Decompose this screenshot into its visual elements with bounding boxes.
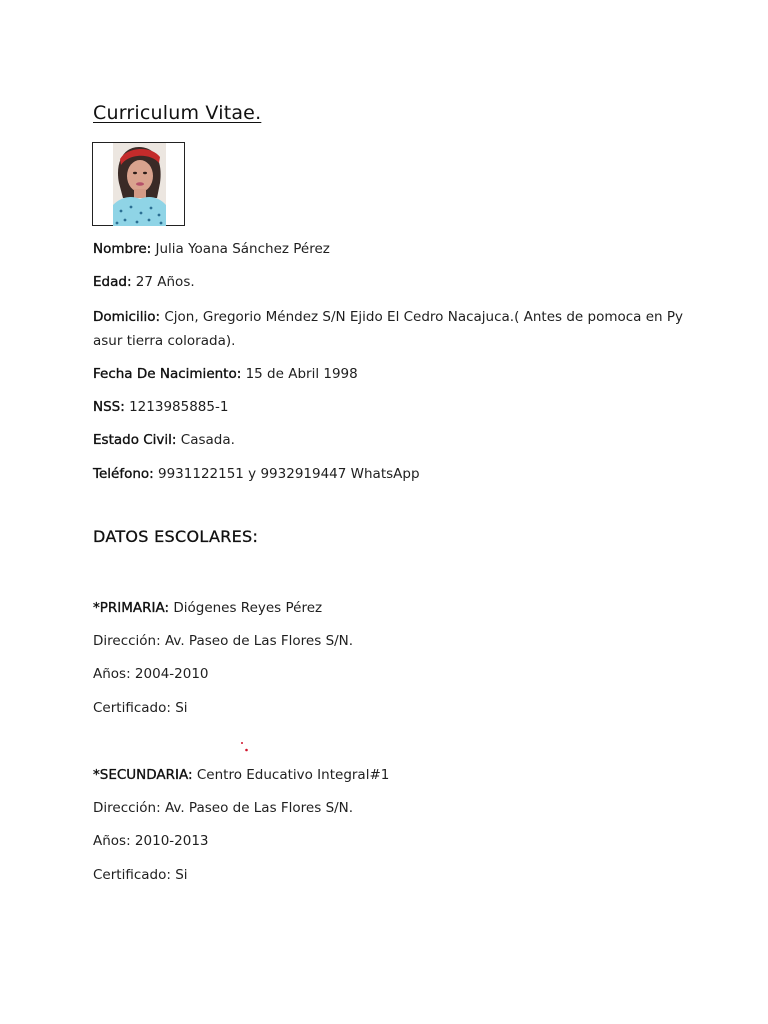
datos-escolares-heading: DATOS ESCOLARES: xyxy=(93,527,259,546)
edad-line xyxy=(93,270,195,294)
estado-civil-line xyxy=(93,428,235,452)
profile-photo xyxy=(113,143,166,226)
domicilio-value: Cjon, Gregorio Méndez S/N Ejido El Cedro Nacajuca.( Antes de pomoca en Py asur tierra colorada). xyxy=(93,309,684,349)
edad-label: Edad: xyxy=(93,274,132,290)
fecha-nacimiento-value: 15 de Abril 1998 xyxy=(245,366,358,382)
estado-civil-label: Estado Civil: xyxy=(93,432,177,448)
domicilio-label: Domicilio: xyxy=(93,309,161,325)
primaria-direccion: Dirección: Av. Paseo de Las Flores S/N. xyxy=(93,633,354,649)
secundaria-school: Centro Educativo Integral#1 xyxy=(196,767,390,783)
secundaria-direccion: Dirección: Av. Paseo de Las Flores S/N. xyxy=(93,800,354,816)
secundaria-label: *SECUNDARIA: xyxy=(93,767,193,783)
primaria-anos: Años: 2004-2010 xyxy=(93,666,209,682)
nss-line xyxy=(93,395,228,419)
fecha-nacimiento-label: Fecha De Nacimiento: xyxy=(93,366,242,382)
telefono-value: 9931122151 y 9932919447 WhatsApp xyxy=(158,466,420,482)
secundaria-certificado: Certificado: Si xyxy=(93,867,188,883)
document-title: Curriculum Vitae. xyxy=(93,102,262,124)
primaria-line xyxy=(93,596,322,620)
telefono-label: Teléfono: xyxy=(93,466,154,482)
profile-photo-frame xyxy=(92,142,185,226)
fecha-nacimiento-line xyxy=(93,362,358,386)
nss-value: 1213985885-1 xyxy=(129,399,229,415)
estado-civil-value: Casada. xyxy=(180,432,235,448)
secundaria-anos: Años: 2010-2013 xyxy=(93,833,209,849)
nombre-line xyxy=(93,237,330,261)
red-dots-mark xyxy=(240,740,250,754)
secundaria-line xyxy=(93,763,389,787)
nombre-label: Nombre: xyxy=(93,241,152,257)
telefono-line xyxy=(93,462,420,486)
domicilio-line xyxy=(93,305,693,353)
primaria-certificado: Certificado: Si xyxy=(93,700,188,716)
nss-label: NSS: xyxy=(93,399,125,415)
nombre-value: Julia Yoana Sánchez Pérez xyxy=(155,241,330,257)
edad-value: 27 Años. xyxy=(135,274,195,290)
primaria-label: *PRIMARIA: xyxy=(93,600,170,616)
primaria-school: Diógenes Reyes Pérez xyxy=(173,600,323,616)
